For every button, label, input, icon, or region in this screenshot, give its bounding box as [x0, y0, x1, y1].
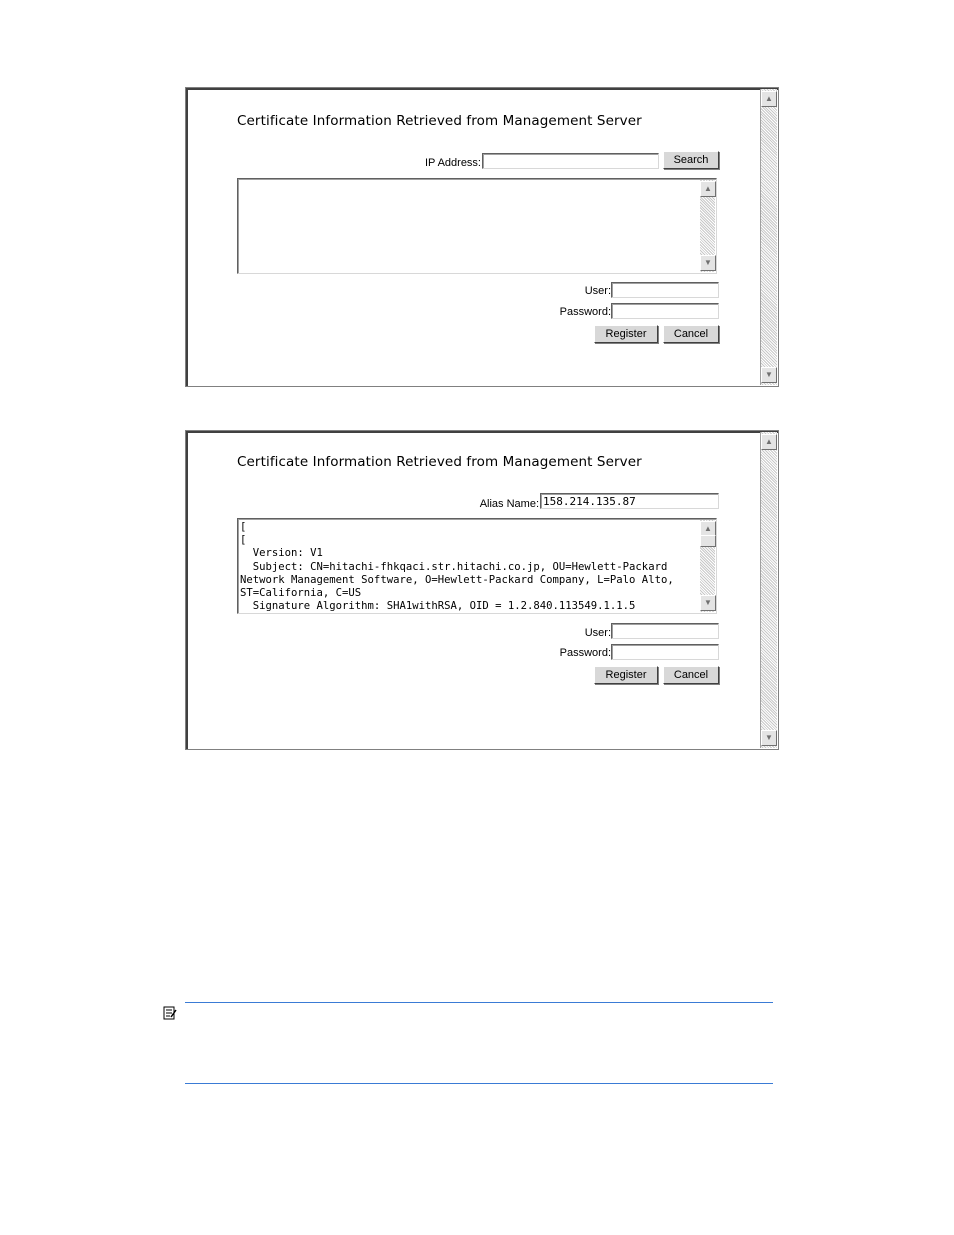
register-button[interactable]: Register [594, 666, 658, 684]
panel-scrollbar[interactable] [760, 89, 777, 385]
search-button[interactable]: Search [663, 151, 719, 169]
cancel-button[interactable]: Cancel [663, 666, 719, 684]
alias-name-input[interactable]: 158.214.135.87 [540, 493, 719, 509]
textarea-scrollbar[interactable] [700, 520, 715, 612]
cancel-button[interactable]: Cancel [663, 325, 719, 343]
panel-content [189, 91, 760, 383]
certificate-panel-alias [185, 430, 779, 750]
user-input[interactable] [611, 623, 719, 639]
scroll-down-arrow-icon[interactable]: ▼ [761, 730, 777, 746]
scroll-thumb[interactable] [700, 535, 716, 547]
user-label: User: [584, 627, 611, 639]
ip-address-input[interactable] [482, 153, 659, 169]
page-title: Certificate Information Retrieved from Management Server [237, 113, 642, 129]
alias-name-label: Alias Name: [479, 498, 539, 510]
panel-scrollbar[interactable] [760, 432, 777, 748]
note-bottom-rule [185, 1083, 773, 1084]
password-label: Password: [559, 306, 611, 318]
certificate-panel-ip [185, 87, 779, 387]
page-title: Certificate Information Retrieved from Management Server [237, 454, 642, 470]
note-top-rule [185, 1002, 773, 1003]
user-label: User: [584, 285, 611, 297]
certificate-textarea[interactable] [237, 518, 717, 614]
panel-content [189, 434, 760, 746]
password-input[interactable] [611, 303, 719, 319]
ip-address-label: IP Address: [424, 157, 481, 169]
scroll-up-arrow-icon[interactable]: ▲ [761, 434, 777, 450]
register-button[interactable]: Register [594, 325, 658, 343]
scroll-up-arrow-icon[interactable]: ▲ [700, 521, 716, 537]
password-input[interactable] [611, 644, 719, 660]
textarea-scrollbar[interactable] [700, 180, 715, 272]
scroll-up-arrow-icon[interactable]: ▲ [700, 181, 716, 197]
scroll-down-arrow-icon[interactable]: ▼ [700, 255, 716, 271]
note-icon [163, 1006, 177, 1020]
scroll-down-arrow-icon[interactable]: ▼ [761, 367, 777, 383]
password-label: Password: [559, 647, 611, 659]
certificate-textarea[interactable] [237, 178, 717, 274]
user-input[interactable] [611, 282, 719, 298]
scroll-down-arrow-icon[interactable]: ▼ [700, 595, 716, 611]
certificate-text: [ [ Version: V1 Subject: CN=hitachi-fhkqaci.str.hitachi.co.jp, OU=Hewlett-Packard Network Management Software, O=Hewlett-Packard Company, L=Palo Alto, ST=California, C=US Signature Algorithm: SHA1withRSA, OID = 1.2.840.113549.1.1.5 [240, 521, 674, 613]
scroll-up-arrow-icon[interactable]: ▲ [761, 91, 777, 107]
